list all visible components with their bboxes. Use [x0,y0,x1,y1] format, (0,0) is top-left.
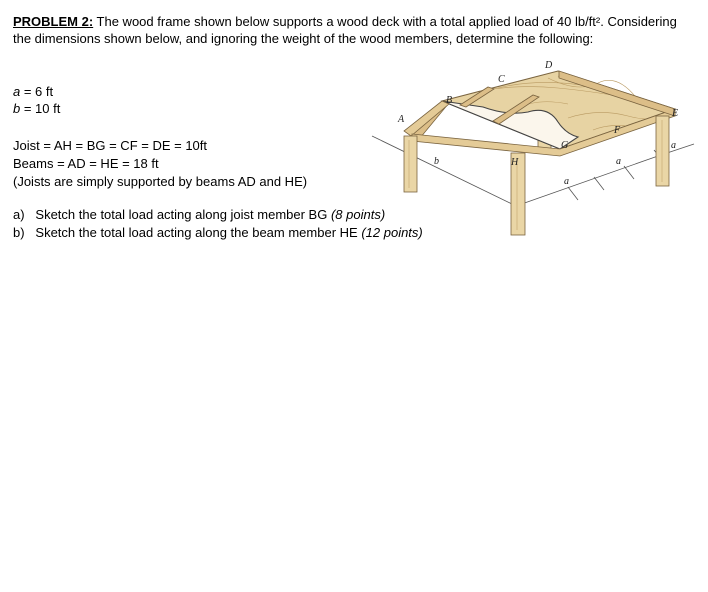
label-a: a [564,176,569,187]
label-D: D [545,60,553,71]
support-note: (Joists are simply supported by beams AD and HE) [13,174,308,189]
problem-text: The wood frame shown below supports a wood deck with a total applied load of 40 lb/ft². Considering the dimensions shown below, and ignoring the weight of the wood members, determine the following: [13,14,677,46]
label-G: G [561,140,569,151]
label-a: a [671,140,676,151]
problem-statement [13,13,693,47]
task-a: a) Sketch the total load acting along joist member BG (8 points) [13,207,386,222]
wood-frame-figure [368,58,700,240]
label-F: F [614,125,621,136]
dimension-b: b = 10 ft [13,101,61,116]
beam-lengths: Beams = AD = HE = 18 ft [13,156,159,171]
task-list [13,206,423,242]
dimension-a: a = 6 ft [13,84,54,99]
label-b: b [434,156,439,167]
member-list [13,137,307,191]
label-E: E [672,108,679,119]
dimension-list [13,83,60,117]
label-a: a [616,156,621,167]
joist-lengths: Joist = AH = BG = CF = DE = 10ft [13,138,208,153]
label-B: B [446,95,453,106]
label-H: H [511,157,519,168]
problem-label: PROBLEM 2: [13,14,94,29]
wood-leg [656,116,669,186]
label-A: A [398,114,405,125]
task-b: b) Sketch the total load acting along the beam member HE (12 points) [13,225,423,240]
wood-leg [404,136,417,192]
label-C: C [498,74,505,85]
